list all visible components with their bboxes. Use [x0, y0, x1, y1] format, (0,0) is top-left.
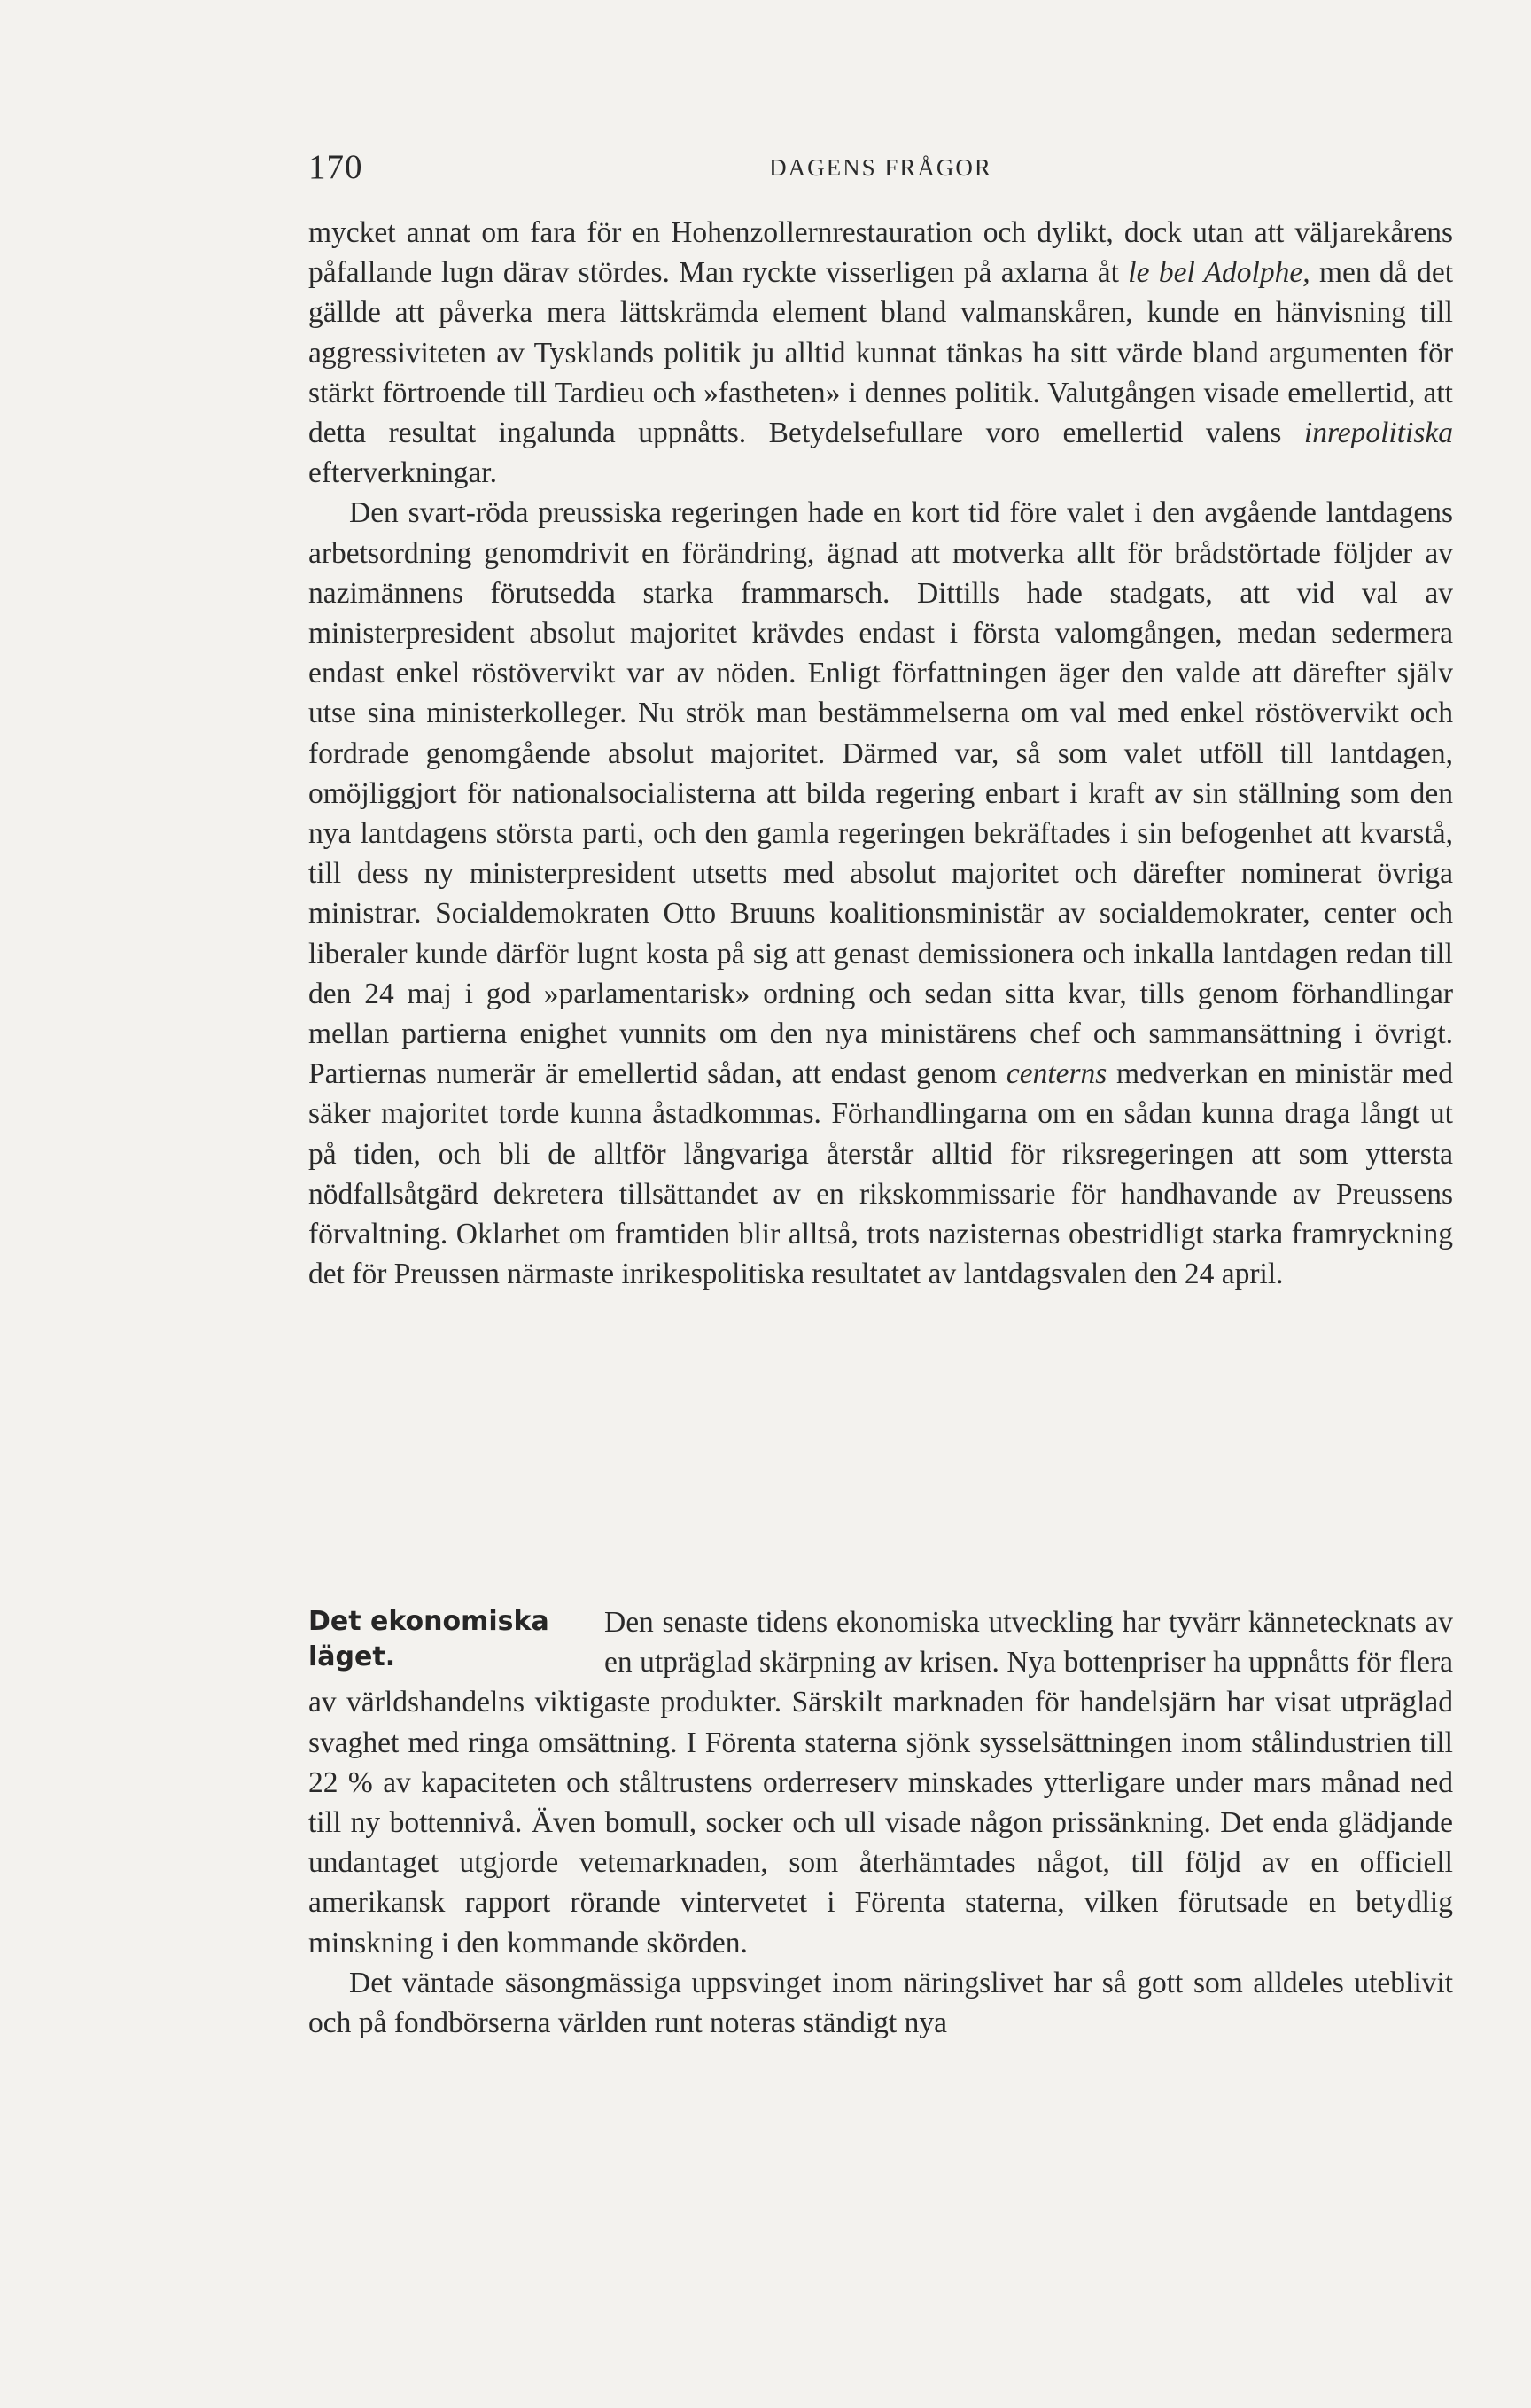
running-head: DAGENS FRÅGOR [769, 154, 992, 181]
paragraph-2-italic-1: centerns [1006, 1057, 1107, 1091]
paragraph-1-part-3: efterverkningar. [308, 456, 497, 490]
paragraph-2-part-2: medverkan en ministär med säker majoritet torde kunna åstadkommas. Förhandlingarna om en sådan kunna draga långt ut på tiden, och bli de alltför långvariga återstår alltid för riksregeringen att som yttersta nödfallsåtgärd dekretera tillsättandet av en rikskommissarie för handhavande av Preussens förvaltning. Oklarhet om framtiden blir alltså, trots nazisternas obestridligt starka framryckning det för Preussen närmaste inrikespolitiska resultatet av lantdagsvalen den 24 april. [308, 1057, 1454, 1291]
section-economy [308, 1602, 1453, 2043]
page-number: 170 [308, 148, 363, 186]
main-text [308, 213, 1453, 1294]
section-heading: Det ekonomiska läget. [308, 1606, 549, 1672]
paragraph-1-part-2: men då det gällde att påverka mera lättskrämda element bland valmanskåren, kunde en hänvisning till aggressiviteten av Tysklands politik ju alltid kunnat tänkas ha sitt värde bland argumenten för stärkt förtroende till Tardieu och »fastheten» i dennes politik. Valutgången visade emellertid, att detta resultat ingalunda uppnåtts. Betydelsefullare voro emellertid valens [308, 256, 1453, 450]
paragraph-1-italic-2: inrepolitiska [1303, 417, 1453, 450]
paragraph-1-part-1: mycket annat om fara för en Hohenzollernrestauration och dylikt, dock utan att väljarekårens påfallande lugn därav stördes. Man ryckte visserligen på axlarna åt [308, 216, 1453, 290]
paragraph-2 [308, 493, 1453, 1294]
paragraph-1-italic-1: le bel Adolphe, [1128, 256, 1310, 290]
paragraph-1 [308, 213, 1453, 493]
paragraph-2-part-1: Den svart-röda preussiska regeringen hade en kort tid före valet i den avgående lantdagens arbetsordning genomdrivit en förändring, ägnad att motverka allt för brådstörtade följder av nazimännens förutsedda starka frammarsch. Dittills hade stadgats, att vid val av ministerpresident absolut majoritet krävdes endast i första valomgången, medan sedermera endast enkel röstövervikt var av nöden. Enligt författningen äger den valde att därefter själv utse sina ministerkolleger. Nu strök man bestämmelserna om val med enkel röstövervikt och fordrade genomgående absolut majoritet. Därmed var, så som valet utföll till lantdagen, omöjliggjort för nationalsocialisterna att bilda regering enbart i kraft av sin ställning som den nya lantdagens största parti, och den gamla regeringen bekräftades i sin befogenhet att kvarstå, till dess ny ministerpresident utsetts med absolut majoritet och därefter nominerat övriga ministrar. Socialdemokraten Otto Bruuns koalitionsministär av socialdemokrater, center och liberaler kunde därför lugnt kosta på sig att genast demissionera och inkalla lantdagen redan till den 24 maj i god »parlamentarisk» ordning och sedan sitta kvar, tills genom förhandlingar mellan partierna enighet vunnits om den nya ministärens chef och sammansättning i övrigt. Partiernas numerär är emellertid sådan, att endast genom [308, 496, 1453, 1091]
section-paragraph-2: Det väntade säsongmässiga uppsvinget inom näringslivet har så gott som alldeles uteblivit och på fondbörserna världen runt noteras ständigt nya [308, 1966, 1453, 2040]
section-paragraph-1: Den senaste tidens ekonomiska utveckling har tyvärr kännetecknats av en utpräglad skärpning av krisen. Nya bottenpriser ha uppnåtts för flera av världshandelns viktigaste produkter. Särskilt marknaden för handelsjärn har visat utpräglad svaghet med ringa omsättning. I Förenta staterna sjönk sysselsättningen inom stålindustrien till 22 % av kapaciteten och ståltrustens orderreserv minskades ytterligare under mars månad ned till ny bottennivå. Även bomull, socker och ull visade någon prissänkning. Det enda glädjande undantaget utgjorde vetemarknaden, som återhämtades något, till följd av en officiell amerikansk rapport rörande vintervetet i Förenta staterna, vilken förutsade en betydlig minskning i den kommande skörden. [308, 1606, 1453, 1960]
page-header [308, 147, 1453, 195]
